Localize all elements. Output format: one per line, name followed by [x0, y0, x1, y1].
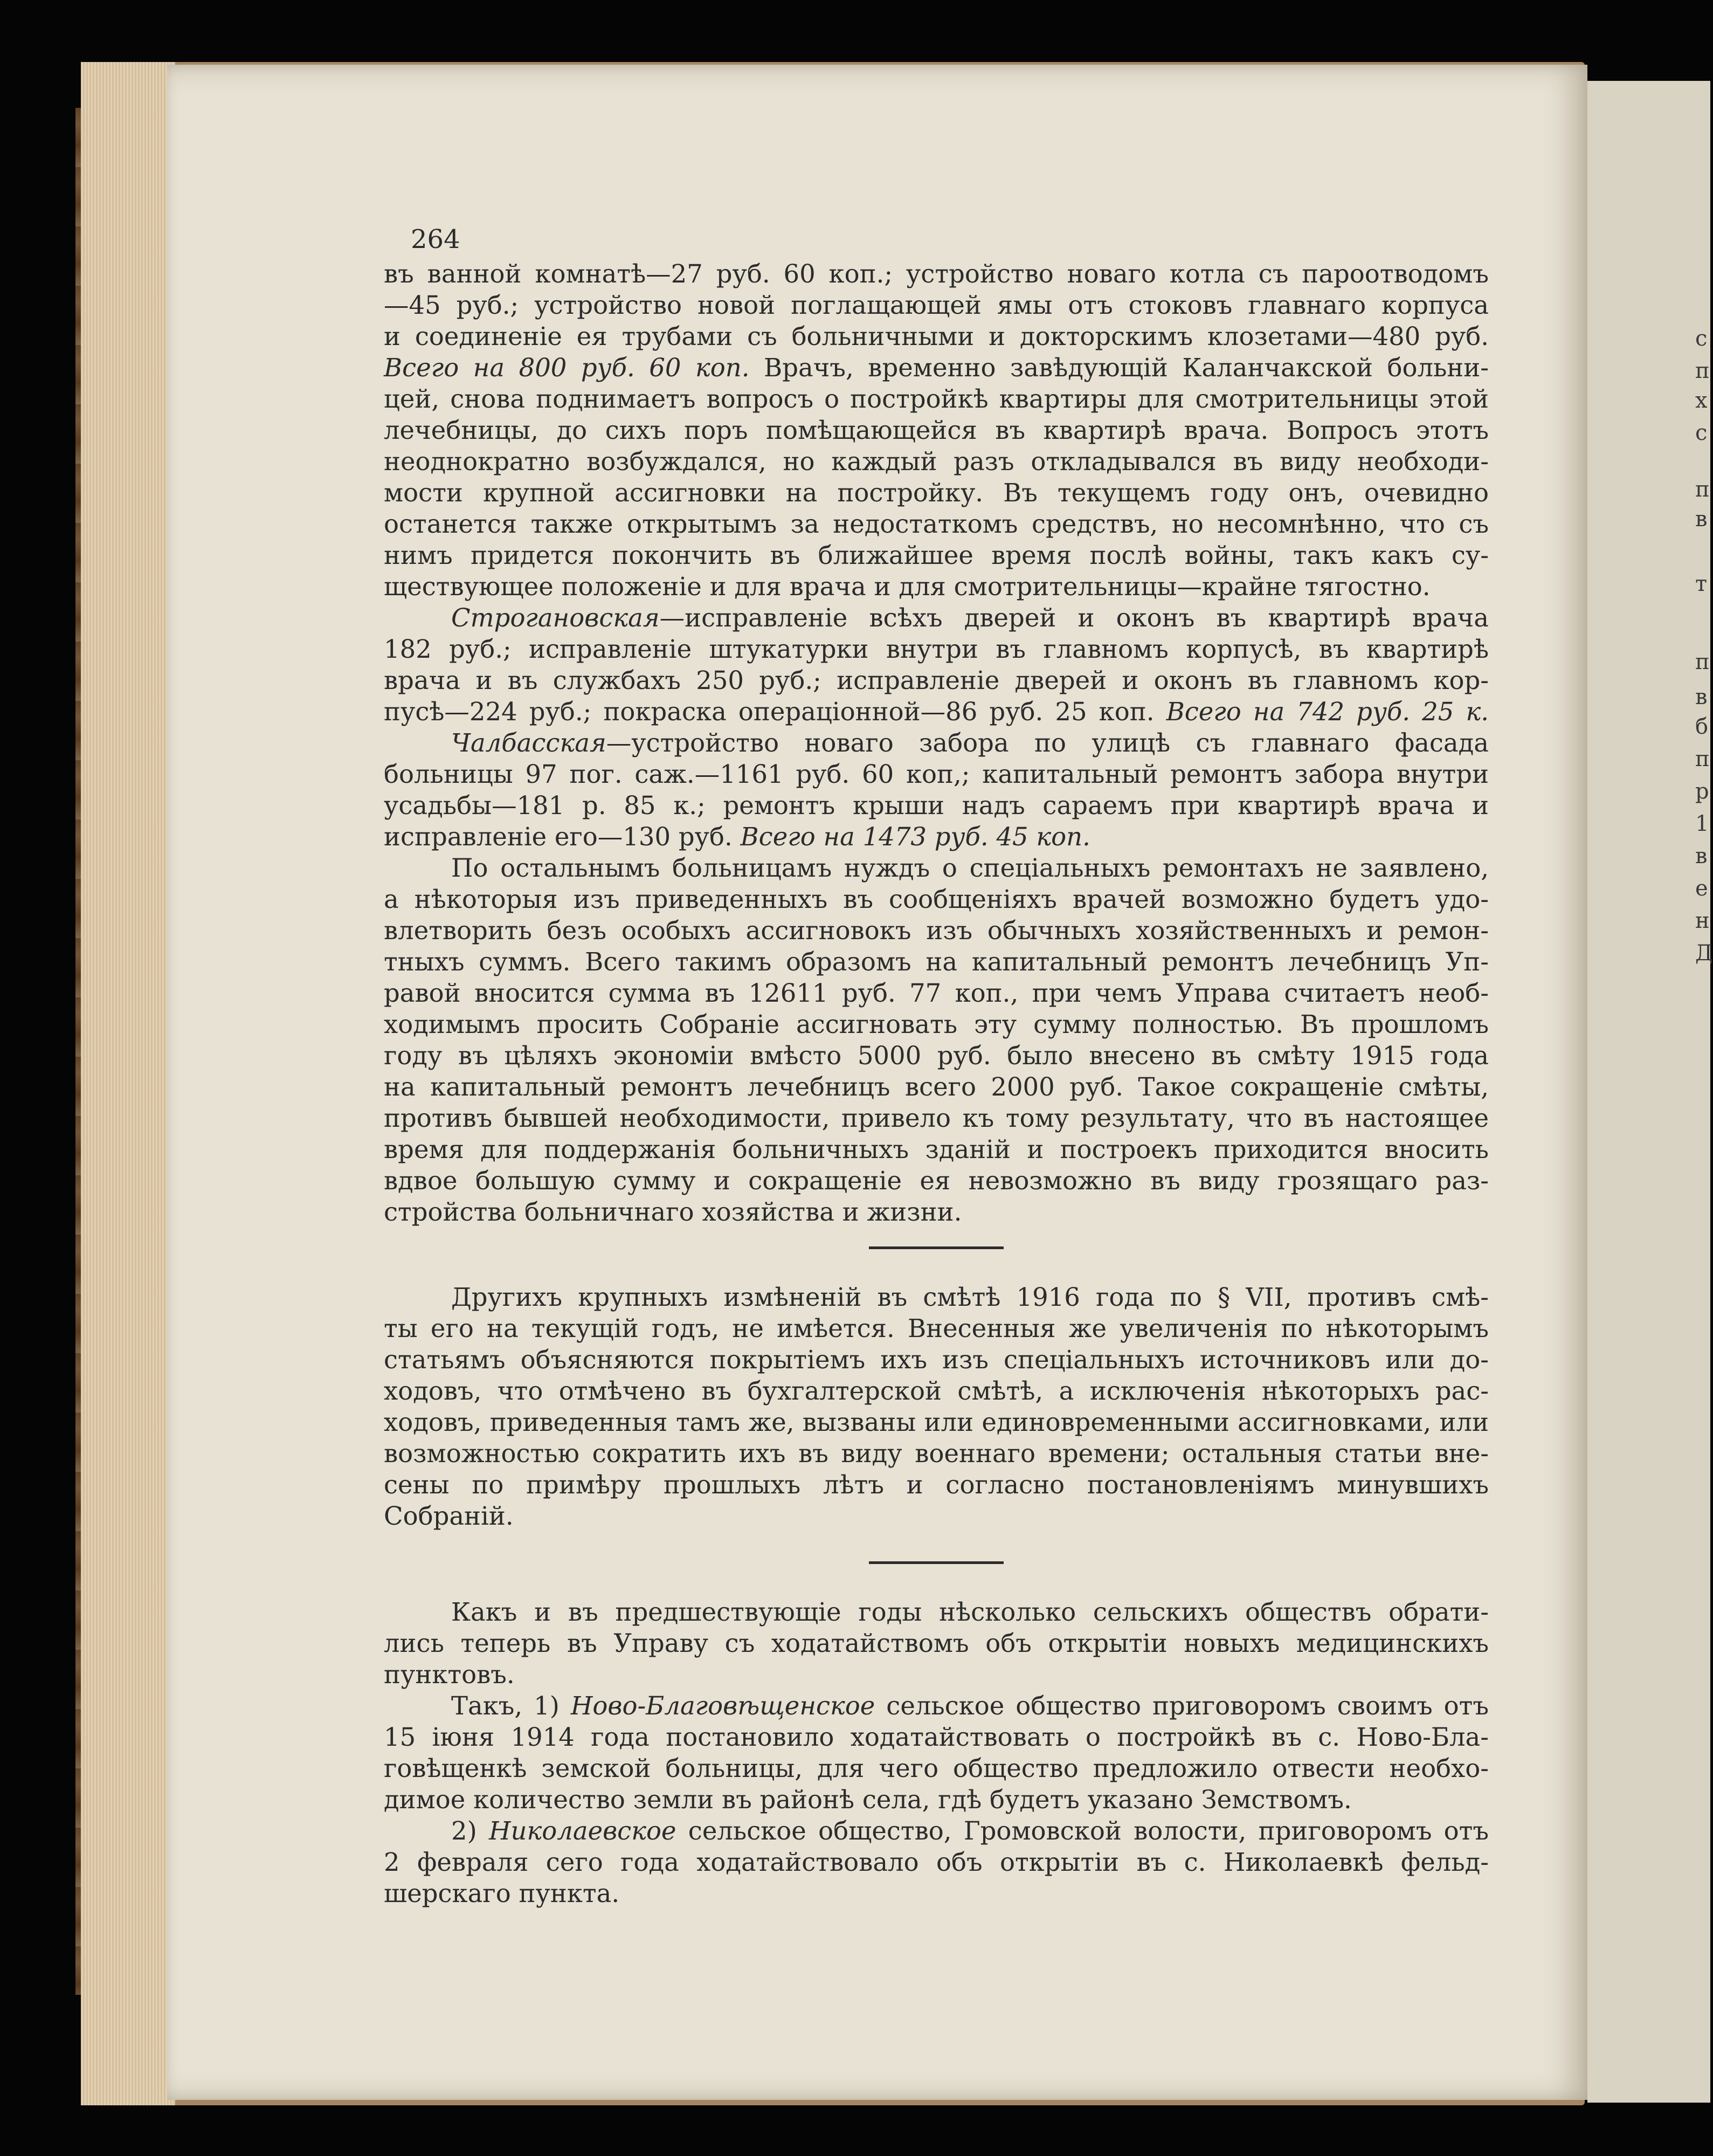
text-segment: противъ бывшей необходимости, привело къ тому результату, что въ настоящее — [384, 1104, 1489, 1133]
text-line — [384, 1196, 1489, 1228]
text-segment: влетворить безъ особыхъ ассигновокъ изъ обычныхъ хозяйственныхъ и ремон- — [384, 916, 1489, 945]
text-line — [384, 665, 1489, 696]
italic-text: Чалбасская — [451, 728, 606, 757]
text-segment: стройства больничнаго хозяйства и жизни. — [384, 1197, 962, 1227]
text-line — [384, 1040, 1489, 1071]
facing-page-fragment: с — [1695, 326, 1708, 351]
text-segment: лись теперь въ Управу съ ходатайствомъ объ открытіи новыхъ медицинскихъ — [384, 1629, 1489, 1658]
text-segment: димое количество земли въ районѣ села, гдѣ будетъ указано Земствомъ. — [384, 1785, 1352, 1814]
text-segment: статьямъ объясняются покрытіемъ ихъ изъ спеціальныхъ источниковъ или до- — [384, 1345, 1489, 1374]
facing-page-fragment: в — [1695, 685, 1708, 710]
text-line — [384, 1469, 1489, 1500]
facing-page-fragment: п — [1695, 477, 1710, 502]
text-line — [384, 290, 1489, 321]
facing-page-fragment: п — [1695, 359, 1710, 383]
text-line — [384, 1596, 1489, 1628]
section-divider — [869, 1246, 1004, 1249]
italic-text: Всего на 800 руб. 60 коп. — [384, 353, 750, 382]
text-line — [384, 352, 1489, 383]
text-line — [384, 852, 1489, 884]
facing-page-fragment: п — [1695, 650, 1710, 674]
text-segment: пунктовъ. — [384, 1660, 515, 1689]
text-line — [384, 1753, 1489, 1784]
text-segment: и соединеніе ея трубами съ больничными и докторскимъ клозетами—480 руб. — [384, 322, 1489, 351]
text-segment: мости крупной ассигновки на постройку. Въ текущемъ году онъ, очевидно — [384, 478, 1489, 507]
text-segment: Какъ и въ предшествующіе годы нѣсколько сельскихъ обществъ обрати- — [451, 1597, 1489, 1627]
text-segment: усадьбы—181 р. 85 к.; ремонтъ крыши надъ сараемъ при квартирѣ врача и — [384, 791, 1489, 820]
text-line — [384, 946, 1489, 977]
text-line — [384, 696, 1489, 727]
text-segment: останется также открытымъ за недостаткомъ средствъ, но несомнѣнно, что съ — [384, 509, 1489, 539]
text-segment: а нѣкоторыя изъ приведенныхъ въ сообщеніяхъ врачей возможно будетъ удо- — [384, 885, 1489, 914]
page-edges — [81, 62, 175, 2105]
text-line — [384, 1721, 1489, 1753]
text-segment: сены по примѣру прошлыхъ лѣтъ и согласно постановленіямъ минувшихъ — [384, 1470, 1489, 1499]
text-line — [384, 1375, 1489, 1407]
text-line — [384, 415, 1489, 446]
text-segment: —устройство новаго забора по улицѣ съ главнаго фасада — [606, 728, 1489, 757]
text-segment: сельское общество, Громовской волости, приговоромъ отъ — [676, 1816, 1489, 1845]
text-line — [384, 1103, 1489, 1134]
page-number: 264 — [411, 224, 460, 254]
text-line — [384, 446, 1489, 477]
text-segment: исправленіе его—130 руб. — [384, 822, 741, 851]
text-line — [384, 790, 1489, 821]
text-segment: пусѣ—224 руб.; покраска операціонной—86 руб. 25 коп. — [384, 697, 1166, 726]
text-line — [384, 1847, 1489, 1878]
text-segment: ходимымъ просить Собраніе ассигновать эту сумму полностью. Въ прошломъ — [384, 1010, 1489, 1039]
text-line — [384, 1784, 1489, 1815]
section-divider — [869, 1561, 1004, 1564]
text-line — [384, 1134, 1489, 1165]
facing-page-fragment: р — [1695, 779, 1709, 804]
facing-page-fragment: в — [1695, 844, 1708, 869]
text-line — [384, 1344, 1489, 1375]
text-line — [384, 1628, 1489, 1659]
text-line — [384, 1438, 1489, 1469]
facing-page-fragment: б — [1695, 714, 1709, 739]
text-line — [384, 1815, 1489, 1847]
text-line — [384, 571, 1489, 602]
text-line — [384, 321, 1489, 352]
italic-text: Ново-Благовѣщенское — [570, 1691, 875, 1720]
text-segment: говѣщенкѣ земской больницы, для чего общество предложило отвести необхо- — [384, 1754, 1489, 1783]
text-segment: цей, снова поднимаетъ вопросъ о постройкѣ квартиры для смотрительницы этой — [384, 384, 1489, 414]
text-segment: Такъ, 1) — [451, 1691, 571, 1720]
text-segment: лечебницы, до сихъ поръ помѣщающейся въ квартирѣ врача. Вопросъ этотъ — [384, 416, 1489, 445]
text-line — [384, 884, 1489, 915]
text-segment: Врачъ, временно завѣдующій Каланчакской больни- — [749, 353, 1489, 382]
text-line — [384, 759, 1489, 790]
text-segment: 2 февраля сего года ходатайствовало объ открытіи въ с. Николаевкѣ фельд- — [384, 1848, 1489, 1877]
text-line — [384, 1407, 1489, 1438]
text-segment: ществующее положеніе и для врача и для смотрительницы—крайне тягостно. — [384, 572, 1431, 601]
text-line — [384, 383, 1489, 415]
text-line — [384, 1165, 1489, 1196]
italic-text: Строгановская — [451, 603, 660, 632]
text-line — [384, 1878, 1489, 1909]
text-line — [384, 727, 1489, 759]
text-line — [384, 602, 1489, 633]
facing-page-fragment: т — [1695, 571, 1708, 596]
facing-page-fragment: Д — [1695, 941, 1713, 966]
italic-text: Николаевское — [489, 1816, 676, 1845]
text-segment: шерскаго пункта. — [384, 1879, 620, 1908]
body-text — [384, 258, 1489, 1909]
text-segment: время для поддержанія больничныхъ зданій и построекъ приходится вносить — [384, 1135, 1489, 1164]
facing-page-fragment: е — [1695, 876, 1708, 901]
text-segment: неоднократно возбуждался, но каждый разъ откладывался въ виду необходи- — [384, 447, 1489, 476]
text-segment: ты его на текущій годъ, не имѣется. Внесенныя же увеличенія по нѣкоторымъ — [384, 1314, 1489, 1343]
page-text — [384, 224, 1489, 1909]
italic-text: Всего на 742 руб. 25 к. — [1166, 697, 1489, 726]
text-line — [384, 821, 1489, 852]
text-segment: нимъ придется покончить въ ближайшее время послѣ войны, такъ какъ су- — [384, 541, 1489, 570]
text-segment: По остальнымъ больницамъ нуждъ о спеціальныхъ ремонтахъ не заявлено, — [451, 853, 1489, 883]
text-line — [384, 508, 1489, 540]
text-segment: —исправленіе всѣхъ дверей и оконъ въ квартирѣ врача — [659, 603, 1489, 632]
text-segment: 15 іюня 1914 года постановило ходатайствовать о постройкѣ въ с. Ново-Бла- — [384, 1723, 1489, 1752]
text-segment: 182 руб.; исправленіе штукатурки внутри въ главномъ корпусѣ, въ квартирѣ — [384, 635, 1489, 664]
text-line — [384, 1659, 1489, 1690]
text-line — [384, 477, 1489, 508]
text-line — [384, 1009, 1489, 1040]
text-segment: въ ванной комнатѣ—27 руб. 60 коп.; устройство новаго котла съ пароотводомъ — [384, 259, 1489, 288]
text-segment: тныхъ суммъ. Всего такимъ образомъ на капитальный ремонтъ лечебницъ Уп- — [384, 947, 1489, 976]
text-segment: вдвое большую сумму и сокращеніе ея невозможно въ виду грозящаго раз- — [384, 1166, 1489, 1195]
facing-page-fragment: 1 — [1695, 811, 1709, 836]
facing-page — [1587, 81, 1710, 2103]
text-line — [384, 1071, 1489, 1103]
facing-page-fragment: х — [1695, 388, 1708, 413]
text-line — [384, 977, 1489, 1009]
text-line — [384, 1282, 1489, 1313]
text-line — [384, 915, 1489, 946]
text-segment: врача и въ службахъ 250 руб.; исправленіе дверей и оконъ въ главномъ кор- — [384, 666, 1489, 695]
text-line — [384, 1500, 1489, 1532]
text-segment: сельское общество приговоромъ своимъ отъ — [875, 1691, 1489, 1720]
text-line — [384, 1690, 1489, 1721]
facing-page-fragment: в — [1695, 507, 1708, 532]
text-line — [384, 1313, 1489, 1344]
facing-page-fragment: п — [1695, 747, 1710, 772]
text-line — [384, 540, 1489, 571]
text-line — [384, 258, 1489, 290]
text-segment: —45 руб.; устройство новой поглащающей ямы отъ стоковъ главнаго корпуса — [384, 291, 1489, 320]
text-segment: 2) — [451, 1816, 489, 1845]
text-segment: Собраній. — [384, 1501, 514, 1531]
text-line — [384, 633, 1489, 665]
text-segment: ходовъ, что отмѣчено въ бухгалтерской смѣтѣ, а исключенія нѣкоторыхъ рас- — [384, 1376, 1489, 1406]
facing-page-fragment: с — [1695, 421, 1708, 445]
text-segment: больницы 97 пог. саж.—1161 руб. 60 коп,; капитальный ремонтъ забора внутри — [384, 760, 1489, 789]
text-segment: ходовъ, приведенныя тамъ же, вызваны или единовременными ассигновками, или — [384, 1408, 1489, 1437]
text-segment: возможностью сократить ихъ въ виду военнаго времени; остальныя статьи вне- — [384, 1439, 1489, 1468]
text-segment: Другихъ крупныхъ измѣненій въ смѣтѣ 1916 года по § VII, противъ смѣ- — [451, 1283, 1489, 1312]
text-segment: равой вносится сумма въ 12611 руб. 77 коп., при чемъ Управа считаетъ необ- — [384, 979, 1489, 1008]
italic-text: Всего на 1473 руб. 45 коп. — [740, 822, 1090, 851]
text-segment: году въ цѣляхъ экономіи вмѣсто 5000 руб. было внесено въ смѣту 1915 года — [384, 1041, 1489, 1070]
facing-page-fragment: н — [1695, 908, 1710, 933]
text-segment: на капитальный ремонтъ лечебницъ всего 2000 руб. Такое сокращеніе смѣты, — [384, 1072, 1489, 1101]
